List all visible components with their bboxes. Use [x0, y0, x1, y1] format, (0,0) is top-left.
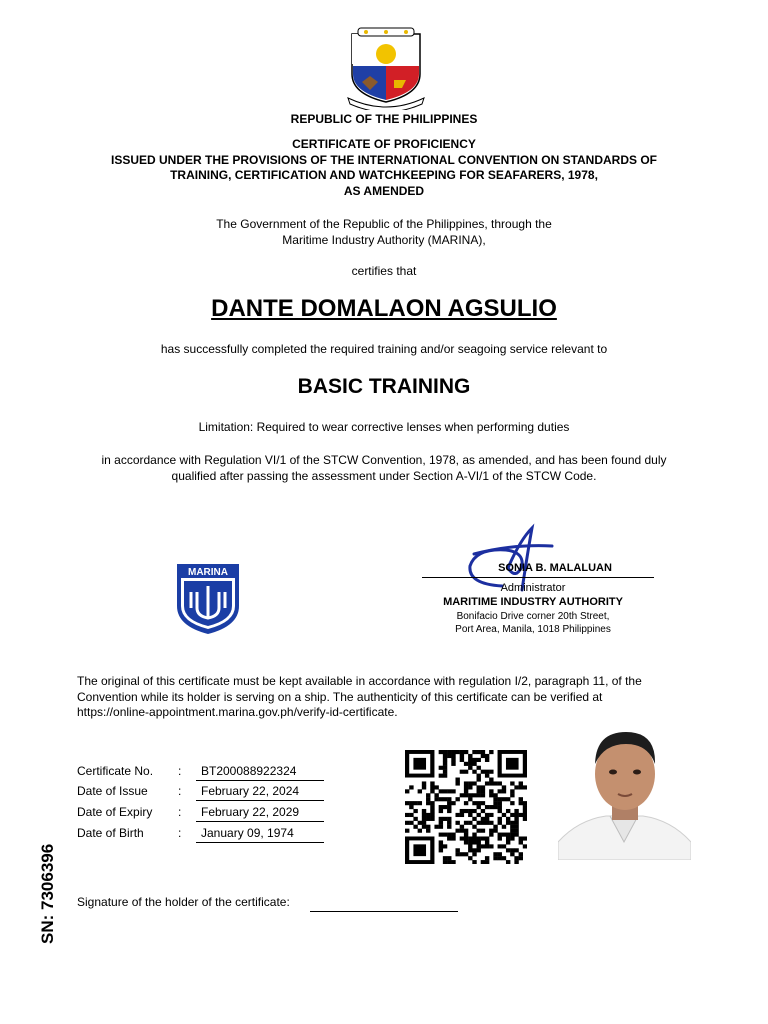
detail-value: February 22, 2029 — [201, 805, 300, 819]
title-line: CERTIFICATE OF PROFICIENCY — [292, 137, 476, 151]
certificate-title — [0, 137, 768, 199]
detail-underline — [196, 821, 324, 822]
detail-label: Date of Birth — [77, 826, 144, 840]
detail-label: Date of Expiry — [77, 805, 153, 819]
date-of-birth-row — [77, 826, 337, 846]
detail-underline — [196, 842, 324, 843]
title-line: ISSUED UNDER THE PROVISIONS OF THE INTERNATIONAL CONVENTION ON STANDARDS OF — [110, 152, 658, 167]
regulation-line: in accordance with Regulation VI/1 of the STCW Convention, 1978, as amended, and has been found duly — [101, 453, 667, 467]
intro-line: Maritime Industry Authority (MARINA), — [282, 232, 486, 247]
republic-heading: REPUBLIC OF THE PHILIPPINES — [290, 112, 478, 126]
qr-code — [405, 750, 527, 864]
detail-underline — [196, 780, 324, 781]
detail-label: Certificate No. — [77, 764, 154, 778]
notice-line: Convention while its holder is serving on a ship. The authenticity of this certificate can be verified at — [77, 689, 603, 704]
detail-colon: : — [178, 784, 182, 798]
signatory-title: Administrator — [500, 582, 566, 594]
holder-name: DANTE DOMALAON AGSULIO — [211, 295, 557, 322]
regulation-line: qualified after passing the assessment under Section A-VI/1 of the STCW Code. — [171, 468, 597, 483]
philippine-coat-of-arms — [340, 24, 432, 110]
regulation-text — [0, 453, 768, 484]
marina-logo — [175, 562, 241, 636]
holder-signature-label: Signature of the holder of the certificate: — [77, 895, 290, 909]
holder-photo — [558, 724, 691, 860]
serial-number: SN: 7306396 — [38, 843, 57, 944]
signatory-address — [424, 610, 642, 636]
detail-underline — [196, 800, 324, 801]
svg-text:MARINA: MARINA — [188, 567, 228, 578]
signatory-org: MARITIME INDUSTRY AUTHORITY — [443, 596, 623, 608]
intro-text — [0, 217, 768, 248]
detail-value: January 09, 1974 — [201, 826, 294, 840]
notice-line: The original of this certificate must be kept available in accordance with regulation I/2, paragraph 11, of the — [77, 674, 642, 688]
course-title: BASIC TRAINING — [297, 375, 471, 398]
detail-value: BT200088922324 — [201, 764, 297, 778]
limitation-text: Limitation: Required to wear corrective lenses when performing duties — [198, 420, 570, 434]
detail-colon: : — [178, 826, 182, 840]
notice-line: https://online-appointment.marina.gov.ph/verify-id-certificate. — [77, 705, 398, 719]
completed-text: has successfully completed the required training and/or seagoing service relevant to — [160, 342, 608, 356]
address-line: Bonifacio Drive corner 20th Street, — [456, 611, 610, 622]
signatory-line — [422, 577, 654, 578]
holder-signature-line — [310, 911, 458, 912]
signatory-name: SONIA B. MALALUAN — [498, 562, 612, 574]
date-of-expiry-row — [77, 805, 337, 825]
verification-notice — [77, 674, 691, 721]
detail-colon: : — [178, 764, 182, 778]
title-line: AS AMENDED — [343, 183, 425, 198]
detail-label: Date of Issue — [77, 784, 148, 798]
detail-colon: : — [178, 805, 182, 819]
detail-value: February 22, 2024 — [201, 784, 300, 798]
title-line: TRAINING, CERTIFICATION AND WATCHKEEPING FOR SEAFARERS, 1978, — [170, 168, 598, 182]
date-of-issue-row — [77, 784, 337, 804]
certifies-text: certifies that — [351, 264, 417, 278]
address-line: Port Area, Manila, 1018 Philippines — [455, 624, 611, 635]
intro-line: The Government of the Republic of the Philippines, through the — [216, 217, 552, 231]
certificate-number-row — [77, 764, 337, 784]
